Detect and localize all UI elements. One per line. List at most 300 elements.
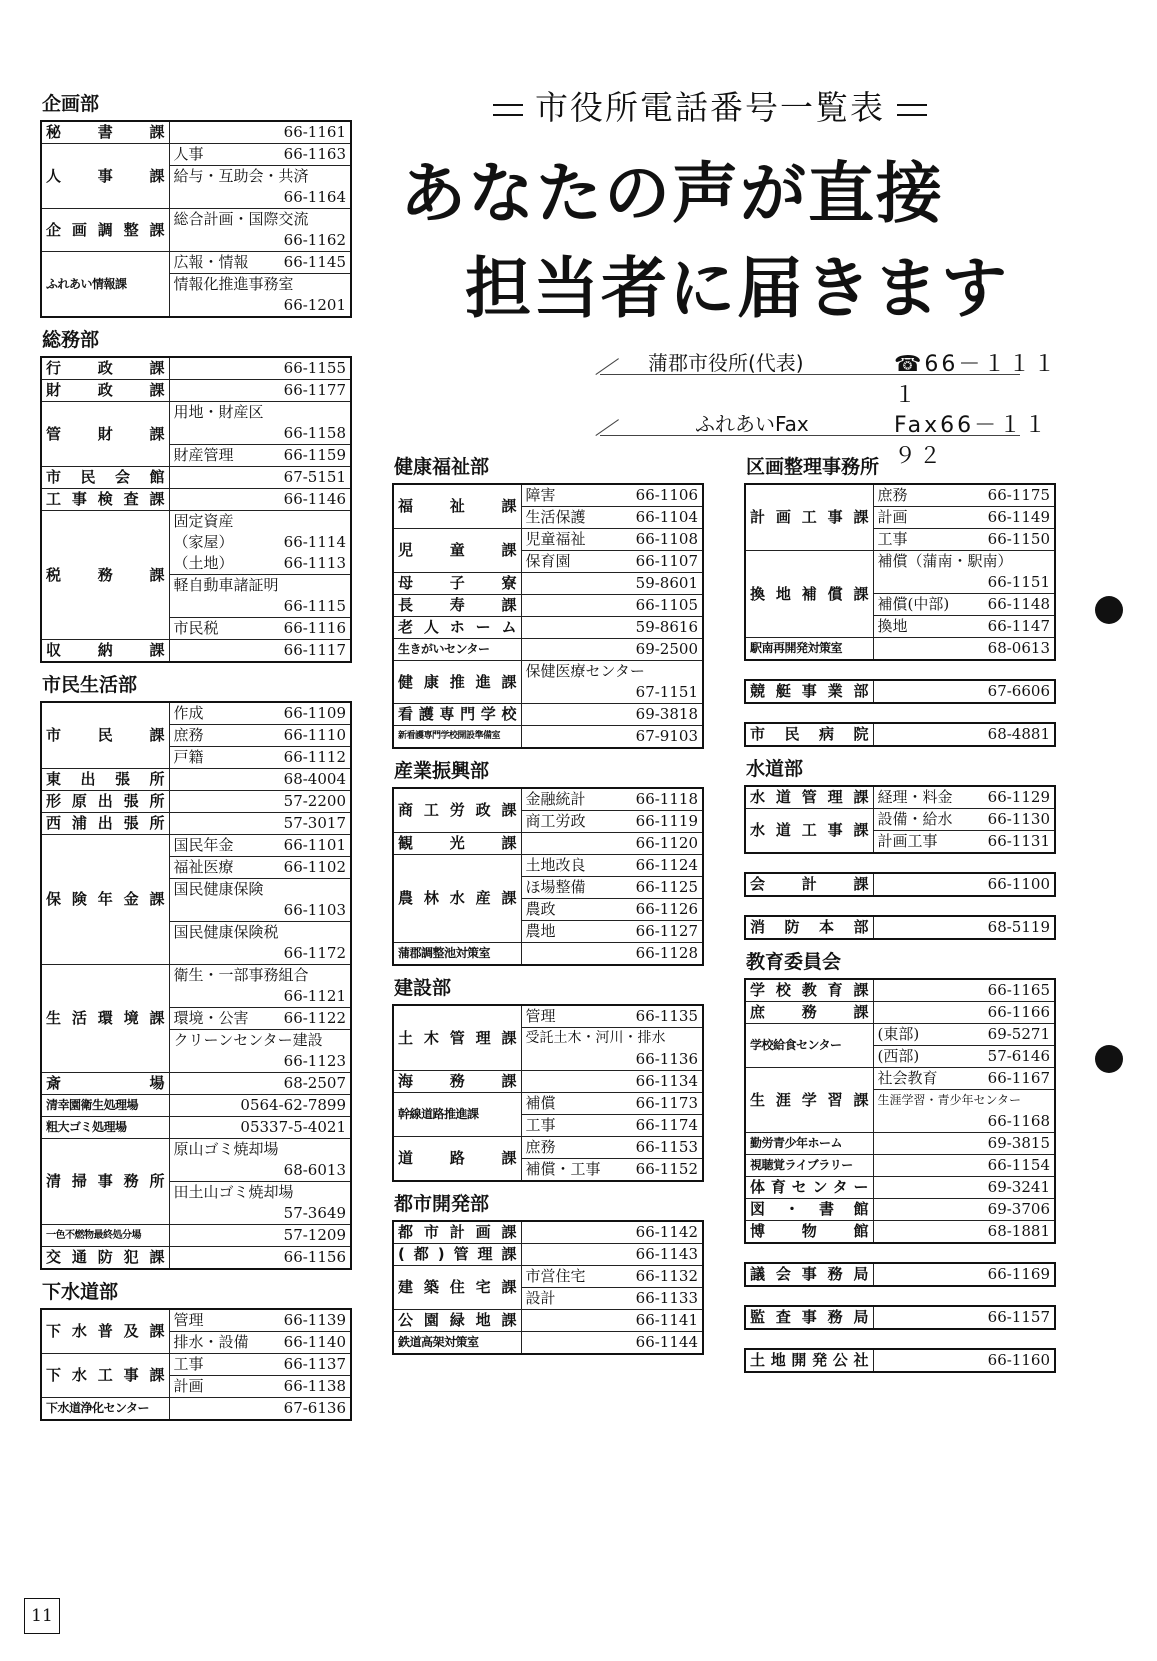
phone-number: 66-1153 bbox=[635, 1138, 698, 1156]
phone-number: 66-1160 bbox=[873, 1349, 1055, 1372]
phone-number: 68-5119 bbox=[873, 916, 1055, 939]
phone-number: 68-4881 bbox=[873, 723, 1055, 746]
sub-name: 商工労政 bbox=[525, 812, 586, 830]
dept-name: 長 寿 課 bbox=[393, 595, 521, 617]
sub-name: （家屋） bbox=[173, 533, 234, 551]
dept-name: 西浦出張所 bbox=[41, 813, 169, 835]
phone-number: 66-1150 bbox=[987, 530, 1050, 548]
phone-number: 66-1106 bbox=[635, 486, 698, 504]
sub-name: 設計 bbox=[525, 1289, 556, 1307]
sub-row bbox=[521, 1159, 703, 1182]
dept-name: 水道工事課 bbox=[745, 809, 873, 854]
dept-name: 庶 務 課 bbox=[745, 1002, 873, 1024]
dept-name: 競艇事業部 bbox=[745, 680, 873, 703]
sub-row bbox=[521, 877, 703, 899]
phone-number: 66-1154 bbox=[873, 1155, 1055, 1177]
phone-number: 66-1165 bbox=[873, 979, 1055, 1002]
phone-number: 57-6146 bbox=[987, 1047, 1050, 1065]
table-row bbox=[745, 979, 1055, 1002]
phone-number: 69-2500 bbox=[521, 639, 703, 661]
phone-number: 68-0613 bbox=[873, 638, 1055, 661]
dept-name: 学校給食センター bbox=[745, 1024, 873, 1068]
middle-column bbox=[392, 455, 704, 1365]
sub-row bbox=[873, 594, 1055, 616]
dept-name: 学校教育課 bbox=[745, 979, 873, 1002]
dept-name: 清掃事務所 bbox=[41, 1139, 169, 1225]
table-row bbox=[393, 1266, 703, 1288]
sub-name: 児童福祉 bbox=[525, 530, 586, 548]
sub-name: 総合計画・国際交流 bbox=[169, 209, 351, 231]
table-row bbox=[41, 121, 351, 144]
dept-name: 市民会館 bbox=[41, 467, 169, 489]
sub-row bbox=[521, 1266, 703, 1288]
sub-name: 情報化推進事務室 bbox=[169, 274, 351, 296]
sub-row bbox=[169, 1008, 351, 1030]
table-row bbox=[41, 640, 351, 663]
sub-name: 補償・工事 bbox=[525, 1160, 601, 1178]
section-kansa bbox=[744, 1305, 1056, 1330]
phone-number: 66-1167 bbox=[987, 1069, 1050, 1087]
phone-number: 66-1117 bbox=[169, 640, 351, 663]
table-row bbox=[745, 680, 1055, 703]
dept-name: 福 祉 課 bbox=[393, 484, 521, 529]
sub-row bbox=[521, 1093, 703, 1115]
subtitle-text: 市役所電話番号一覧表 bbox=[535, 88, 885, 127]
section-title: 健康福祉部 bbox=[394, 456, 490, 478]
phone-number: 66-1155 bbox=[169, 357, 351, 380]
phone-number: 66-1169 bbox=[873, 1263, 1055, 1286]
sub-name: 庶務 bbox=[173, 726, 204, 744]
table-row bbox=[745, 873, 1055, 896]
section-kikaku bbox=[40, 92, 352, 318]
table-row bbox=[745, 484, 1055, 507]
dept-name: 新看護専門学校開設準備室 bbox=[393, 726, 521, 749]
table-row bbox=[745, 638, 1055, 661]
phone-number: 66-1105 bbox=[521, 595, 703, 617]
sub-name: 給与・互助会・共済 bbox=[169, 166, 351, 188]
phone-number: 66-1144 bbox=[521, 1332, 703, 1355]
phone-number: 66-1158 bbox=[169, 423, 351, 445]
directory-table bbox=[744, 978, 1056, 1244]
phone-number: 66-1174 bbox=[635, 1116, 698, 1134]
dept-name: 視聴覚ライブラリー bbox=[745, 1155, 873, 1177]
sub-row bbox=[873, 616, 1055, 638]
sub-name: 生活保護 bbox=[525, 508, 586, 526]
table-row bbox=[745, 1068, 1055, 1090]
phone-number: 66-1103 bbox=[169, 900, 351, 922]
dept-name: 計画工事課 bbox=[745, 484, 873, 551]
table-row bbox=[41, 1225, 351, 1247]
dept-name: 工事検査課 bbox=[41, 489, 169, 511]
table-row bbox=[41, 144, 351, 166]
phone-number: 67-9103 bbox=[521, 726, 703, 749]
phone-number: 59-8616 bbox=[521, 617, 703, 639]
sub-row bbox=[169, 1376, 351, 1398]
directory-table bbox=[392, 787, 704, 966]
section-kenko bbox=[392, 455, 704, 749]
phone-number: 66-1157 bbox=[873, 1306, 1055, 1329]
phone-number: 67-1151 bbox=[521, 682, 703, 704]
dept-name: 蒲郡調整池対策室 bbox=[393, 943, 521, 966]
dept-name: 水道管理課 bbox=[745, 786, 873, 809]
dept-name: 建築住宅課 bbox=[393, 1266, 521, 1310]
table-row bbox=[41, 1398, 351, 1421]
phone-number: 66-1140 bbox=[283, 1333, 346, 1351]
phone-number: 66-1141 bbox=[521, 1310, 703, 1332]
table-row bbox=[41, 209, 351, 231]
sub-row bbox=[873, 1024, 1055, 1046]
section-kyotei bbox=[744, 679, 1056, 704]
directory-table bbox=[744, 1262, 1056, 1287]
sub-row bbox=[169, 445, 351, 467]
section-title: 下水道部 bbox=[42, 1281, 119, 1303]
phone-number: 66-1136 bbox=[521, 1049, 703, 1071]
dept-name: 下水道浄化センター bbox=[41, 1398, 169, 1421]
dept-name: 観 光 課 bbox=[393, 833, 521, 855]
phone-number: 05337-5-4021 bbox=[169, 1117, 351, 1139]
sub-row bbox=[169, 532, 351, 553]
phone-number: 66-1119 bbox=[635, 812, 698, 830]
directory-table bbox=[744, 785, 1056, 854]
table-row bbox=[393, 595, 703, 617]
phone-number: 66-1112 bbox=[283, 748, 346, 766]
section-gesui bbox=[40, 1280, 352, 1421]
directory-table bbox=[744, 872, 1056, 897]
sub-name: 計画工事 bbox=[877, 832, 938, 850]
dept-name: 健康推進課 bbox=[393, 661, 521, 704]
phone-number: 66-1166 bbox=[873, 1002, 1055, 1024]
dept-name: 交通防犯課 bbox=[41, 1247, 169, 1270]
sub-row bbox=[169, 252, 351, 274]
dept-name: 清幸園衛生処理場 bbox=[41, 1095, 169, 1117]
phone-number: 66-1135 bbox=[635, 1007, 698, 1025]
phone-number: 66-1120 bbox=[521, 833, 703, 855]
section-title: 市民生活部 bbox=[42, 674, 138, 696]
table-row bbox=[41, 380, 351, 402]
directory-table bbox=[40, 1308, 352, 1421]
directory-table bbox=[40, 356, 352, 663]
table-row bbox=[393, 1221, 703, 1244]
dept-name: 粗大ゴミ処理場 bbox=[41, 1117, 169, 1139]
dept-name: 下水普及課 bbox=[41, 1309, 169, 1354]
table-row bbox=[41, 511, 351, 533]
left-column bbox=[40, 92, 352, 1431]
table-row bbox=[393, 1093, 703, 1115]
dept-name: (都)管理課 bbox=[393, 1244, 521, 1266]
dept-name: 体育センター bbox=[745, 1177, 873, 1199]
sub-name: 計画 bbox=[173, 1377, 204, 1395]
sub-row bbox=[873, 1046, 1055, 1068]
phone-number: 66-1114 bbox=[283, 533, 346, 551]
sub-name: 工事 bbox=[877, 530, 908, 548]
table-row bbox=[41, 252, 351, 274]
table-row bbox=[393, 943, 703, 966]
sub-name: 市営住宅 bbox=[525, 1267, 586, 1285]
sub-name: 庶務 bbox=[877, 486, 908, 504]
sub-name: 計画 bbox=[877, 508, 908, 526]
section-title: 建設部 bbox=[394, 977, 452, 999]
sub-row bbox=[169, 857, 351, 879]
headline-line-1: あなたの声が直接 bbox=[400, 155, 944, 232]
phone-number: 66-1168 bbox=[873, 1111, 1055, 1133]
sub-row bbox=[521, 507, 703, 529]
phone-number: 66-1128 bbox=[521, 943, 703, 966]
dept-name: 博 物 館 bbox=[745, 1221, 873, 1244]
phone-number: 66-1139 bbox=[283, 1311, 346, 1329]
table-row bbox=[41, 1073, 351, 1095]
table-row bbox=[745, 723, 1055, 746]
sub-row bbox=[169, 725, 351, 747]
table-row bbox=[41, 357, 351, 380]
directory-table bbox=[744, 1348, 1056, 1373]
dept-name: 老人ホーム bbox=[393, 617, 521, 639]
dept-name: 海 務 課 bbox=[393, 1071, 521, 1093]
table-row bbox=[393, 1310, 703, 1332]
sub-name: 工事 bbox=[525, 1116, 556, 1134]
sub-name: 財産管理 bbox=[173, 446, 234, 464]
table-row bbox=[393, 833, 703, 855]
table-row bbox=[41, 791, 351, 813]
sub-name: ほ場整備 bbox=[525, 878, 586, 896]
sub-name: 受託土木・河川・排水 bbox=[521, 1028, 703, 1050]
table-row bbox=[41, 813, 351, 835]
section-title: 区画整理事務所 bbox=[746, 456, 880, 478]
dept-name: 生涯学習課 bbox=[745, 1068, 873, 1133]
section-sangyo bbox=[392, 759, 704, 966]
dept-name: ふれあい情報課 bbox=[41, 252, 169, 318]
sub-name: 社会教育 bbox=[877, 1069, 938, 1087]
phone-number: 66-1130 bbox=[987, 810, 1050, 828]
phone-number: 66-1126 bbox=[635, 900, 698, 918]
phone-number: 66-1131 bbox=[987, 832, 1050, 850]
sub-row bbox=[521, 1005, 703, 1028]
table-row bbox=[41, 1354, 351, 1376]
phone-number: 66-1116 bbox=[283, 619, 346, 637]
table-row bbox=[393, 573, 703, 595]
dept-name: 生きがいセンター bbox=[393, 639, 521, 661]
phone-number: 66-1147 bbox=[987, 617, 1050, 635]
phone-number: 66-1201 bbox=[169, 295, 351, 317]
sub-name: 換地 bbox=[877, 617, 908, 635]
dept-name: 財 政 課 bbox=[41, 380, 169, 402]
dept-name: 図・書館 bbox=[745, 1199, 873, 1221]
table-row bbox=[393, 704, 703, 726]
sub-name: 環境・公害 bbox=[173, 1009, 249, 1027]
directory-table bbox=[744, 483, 1056, 661]
sub-name: 農地 bbox=[525, 922, 556, 940]
phone-number: 67-6136 bbox=[169, 1398, 351, 1421]
table-row bbox=[393, 1071, 703, 1093]
section-gikai bbox=[744, 1262, 1056, 1287]
directory-table bbox=[392, 1220, 704, 1355]
sub-name: 補償(中部) bbox=[877, 595, 950, 613]
table-row bbox=[41, 1095, 351, 1117]
phone-number: 69-3818 bbox=[521, 704, 703, 726]
dept-name: 秘 書 課 bbox=[41, 121, 169, 144]
table-row bbox=[745, 1177, 1055, 1199]
phone-number: 66-1100 bbox=[873, 873, 1055, 896]
dept-name: 公園緑地課 bbox=[393, 1310, 521, 1332]
directory-table bbox=[392, 1004, 704, 1182]
page-number: 11 bbox=[24, 1598, 60, 1634]
section-title: 都市開発部 bbox=[394, 1193, 490, 1215]
phone-number: 66-1109 bbox=[283, 704, 346, 722]
section-tochi bbox=[744, 1348, 1056, 1373]
sub-name: (西部) bbox=[877, 1047, 920, 1065]
sub-name: 工事 bbox=[173, 1355, 204, 1373]
dept-name: 管 財 課 bbox=[41, 402, 169, 467]
sub-row bbox=[873, 786, 1055, 809]
dept-name: 道 路 課 bbox=[393, 1137, 521, 1182]
sub-name: 土地改良 bbox=[525, 856, 586, 874]
sub-name: 生涯学習・青少年センター bbox=[873, 1090, 1055, 1112]
sub-name: 市民税 bbox=[173, 619, 219, 637]
section-somu bbox=[40, 328, 352, 663]
table-row bbox=[41, 835, 351, 857]
phone-number: 67-6606 bbox=[873, 680, 1055, 703]
sub-row bbox=[169, 553, 351, 575]
phone-number: 66-1161 bbox=[169, 121, 351, 144]
phone-number: 66-1142 bbox=[521, 1221, 703, 1244]
phone-number: 66-1159 bbox=[283, 446, 346, 464]
table-row bbox=[393, 661, 703, 683]
section-toshi bbox=[392, 1192, 704, 1355]
sub-name: 固定資産 bbox=[169, 511, 351, 533]
dept-name: 行 政 課 bbox=[41, 357, 169, 380]
sub-row bbox=[169, 702, 351, 725]
table-row bbox=[41, 1309, 351, 1332]
dept-name: 市 民 課 bbox=[41, 702, 169, 769]
headline-line-2: 担当者に届きます bbox=[465, 250, 1009, 327]
table-row bbox=[393, 617, 703, 639]
table-row bbox=[745, 1155, 1055, 1177]
phone-number: 66-1107 bbox=[635, 552, 698, 570]
table-row bbox=[41, 769, 351, 791]
directory-table bbox=[40, 701, 352, 1270]
fax-phone: Fax66－１１９２ bbox=[894, 413, 1050, 469]
dept-name: 生活環境課 bbox=[41, 965, 169, 1073]
phone-number: 68-6013 bbox=[169, 1160, 351, 1182]
directory-table bbox=[744, 722, 1056, 747]
sub-name: 戸籍 bbox=[173, 748, 204, 766]
phone-number: 66-1101 bbox=[283, 836, 346, 854]
dept-name: 鉄道高架対策室 bbox=[393, 1332, 521, 1355]
dept-name: 都市計画課 bbox=[393, 1221, 521, 1244]
directory-subtitle bbox=[430, 82, 990, 129]
phone-number: 66-1177 bbox=[169, 380, 351, 402]
section-kensetsu bbox=[392, 976, 704, 1182]
phone-number: 0564-62-7899 bbox=[169, 1095, 351, 1117]
table-row bbox=[745, 1349, 1055, 1372]
sub-row bbox=[521, 1137, 703, 1159]
phone-number: 67-5151 bbox=[169, 467, 351, 489]
sub-name: 経理・料金 bbox=[877, 788, 953, 806]
sub-name: 広報・情報 bbox=[173, 253, 249, 271]
dept-name: 税 務 課 bbox=[41, 511, 169, 640]
phone-number: 66-1172 bbox=[169, 943, 351, 965]
sub-row bbox=[521, 1115, 703, 1137]
dept-name: 人 事 課 bbox=[41, 144, 169, 209]
sub-name: 国民健康保険 bbox=[169, 879, 351, 901]
table-row bbox=[745, 1133, 1055, 1155]
sub-name: 田土山ゴミ焼却場 bbox=[169, 1182, 351, 1204]
dept-name: 勤労青少年ホーム bbox=[745, 1133, 873, 1155]
section-shobo bbox=[744, 915, 1056, 940]
phone-number: 69-5271 bbox=[987, 1025, 1050, 1043]
table-row bbox=[41, 965, 351, 987]
binder-hole bbox=[1095, 596, 1123, 624]
phone-number: 66-1148 bbox=[987, 595, 1050, 613]
sub-row bbox=[169, 618, 351, 640]
table-row bbox=[745, 1263, 1055, 1286]
phone-number: 66-1134 bbox=[521, 1071, 703, 1093]
phone-number: 57-1209 bbox=[169, 1225, 351, 1247]
section-byoin bbox=[744, 722, 1056, 747]
sub-name: 軽自動車諸証明 bbox=[169, 575, 351, 597]
sub-row bbox=[169, 1309, 351, 1332]
sub-name: 補償（蒲南・駅南） bbox=[873, 551, 1055, 573]
table-row bbox=[41, 467, 351, 489]
dept-name: 消防本部 bbox=[745, 916, 873, 939]
sub-row bbox=[873, 831, 1055, 854]
phone-number: 59-8601 bbox=[521, 573, 703, 595]
dept-name: 収 納 課 bbox=[41, 640, 169, 663]
phone-number: 68-2507 bbox=[169, 1073, 351, 1095]
sub-name: 補償 bbox=[525, 1094, 556, 1112]
phone-number: 66-1146 bbox=[169, 489, 351, 511]
dept-name: 議会事務局 bbox=[745, 1263, 873, 1286]
sub-name: 福祉医療 bbox=[173, 858, 234, 876]
main-number-line bbox=[600, 345, 1060, 408]
dept-name: 東出張所 bbox=[41, 769, 169, 791]
sub-name: 人事 bbox=[173, 145, 204, 163]
sub-row bbox=[873, 809, 1055, 831]
section-title: 水道部 bbox=[746, 758, 804, 780]
sub-name: 国民健康保険税 bbox=[169, 922, 351, 944]
section-title: 産業振興部 bbox=[394, 760, 490, 782]
dept-name: 児 童 課 bbox=[393, 529, 521, 573]
sub-row bbox=[521, 551, 703, 573]
sub-row bbox=[873, 484, 1055, 507]
main-phone: ☎66－１１１１ bbox=[894, 352, 1059, 408]
sub-name: 原山ゴミ焼却場 bbox=[169, 1139, 351, 1161]
table-row bbox=[745, 551, 1055, 573]
table-row bbox=[393, 484, 703, 507]
table-row bbox=[745, 1199, 1055, 1221]
phone-number: 57-3649 bbox=[169, 1203, 351, 1225]
section-kyoiku bbox=[744, 950, 1056, 1244]
phone-number: 66-1137 bbox=[283, 1355, 346, 1373]
dept-name: 市 民 病 院 bbox=[745, 723, 873, 746]
sub-row bbox=[521, 811, 703, 833]
sub-name: 庶務 bbox=[525, 1138, 556, 1156]
sub-name: 管理 bbox=[525, 1007, 556, 1025]
phone-number: 66-1145 bbox=[283, 253, 346, 271]
table-row bbox=[393, 639, 703, 661]
directory-table bbox=[744, 679, 1056, 704]
table-row bbox=[393, 1005, 703, 1028]
section-suido bbox=[744, 757, 1056, 854]
sub-row bbox=[521, 529, 703, 551]
phone-number: 66-1102 bbox=[283, 858, 346, 876]
phone-number: 69-3706 bbox=[873, 1199, 1055, 1221]
section-title: 企画部 bbox=[42, 93, 100, 115]
sub-name: （土地） bbox=[173, 554, 234, 572]
table-row bbox=[393, 1332, 703, 1355]
dept-name: 換地補償課 bbox=[745, 551, 873, 638]
right-column bbox=[744, 455, 1056, 1383]
phone-number: 66-1104 bbox=[635, 508, 698, 526]
